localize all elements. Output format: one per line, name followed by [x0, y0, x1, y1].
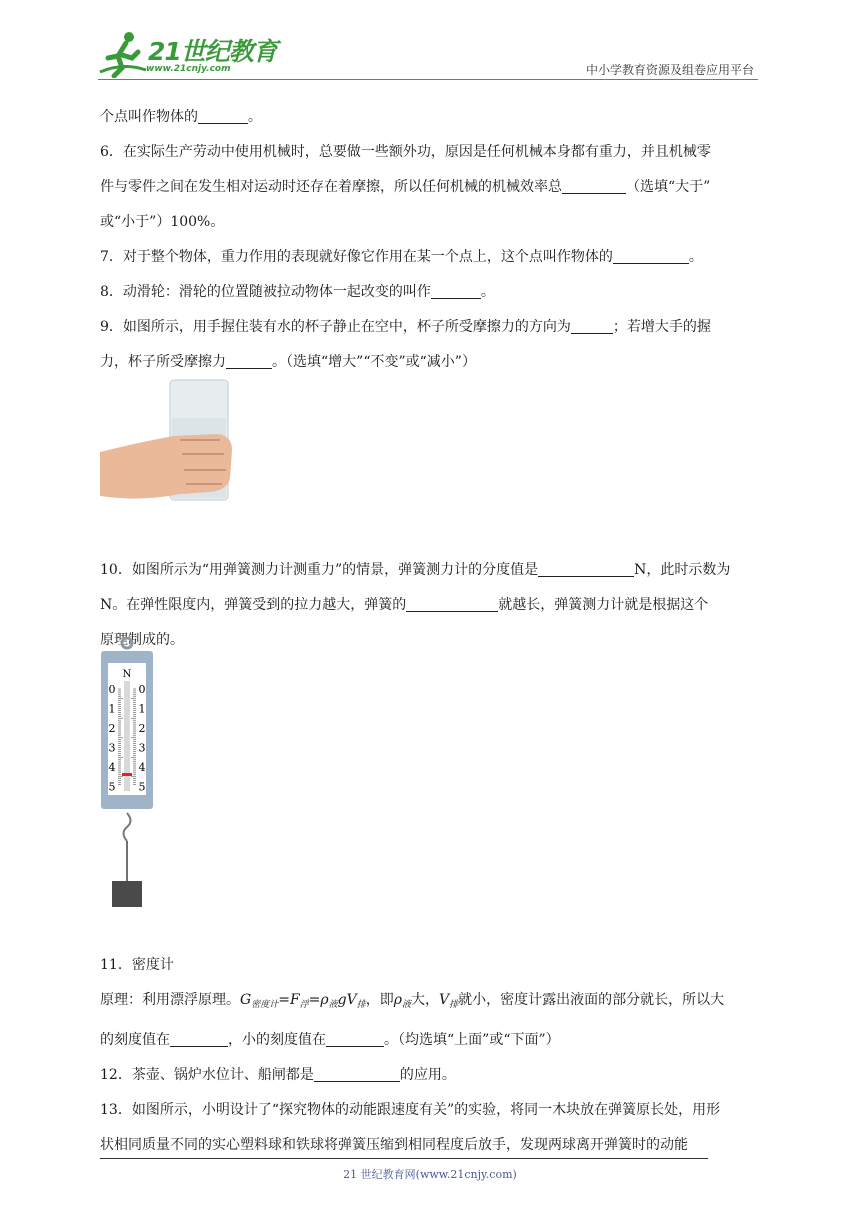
- site-logo: [98, 28, 277, 80]
- runner-logo-icon: [98, 28, 148, 78]
- scale-tick-label: 3: [108, 741, 116, 755]
- question-10: 10．如图所示为“用弹簧测力计测重力”的情景，弹簧测力计的分度值是 N，此时示数为: [100, 562, 731, 578]
- scale-tick-label: 4: [108, 761, 116, 774]
- scale-tick-label: 3: [138, 741, 146, 755]
- scale-tick-label: 0: [108, 683, 116, 696]
- question-5-tail: 个点叫作物体的 。: [100, 109, 262, 125]
- answer-blank[interactable]: [326, 1030, 384, 1047]
- answer-blank[interactable]: [538, 560, 634, 577]
- answer-blank[interactable]: [571, 317, 613, 334]
- answer-blank[interactable]: [314, 1065, 400, 1082]
- image-spacer: [100, 658, 764, 948]
- page-header: [98, 28, 758, 82]
- scale-tick-label: 1: [108, 702, 116, 716]
- scale-tick-label: 2: [138, 722, 146, 735]
- answer-blank[interactable]: [613, 247, 689, 264]
- answer-blank[interactable]: [562, 177, 626, 194]
- question-8: 8．动滑轮：滑轮的位置随被拉动物体一起改变的叫作 。: [100, 284, 495, 300]
- question-12: 12．茶壶、锅炉水位计、船闸都是 的应用。: [100, 1067, 456, 1083]
- answer-blank[interactable]: [170, 1030, 228, 1047]
- spring-scale-image: [100, 637, 160, 909]
- answer-blank[interactable]: [406, 595, 498, 612]
- logo-url: www.21cnjy.com: [146, 64, 231, 74]
- question-11-title: 11．密度计: [100, 957, 174, 973]
- scale-tick-label: 4: [138, 761, 146, 774]
- question-6: 6．在实际生产劳动中使用机械时，总要做一些额外功，原因是任何机械本身都有重力，并且机械零: [100, 144, 711, 160]
- scale-tick-label: 2: [108, 722, 116, 735]
- header-divider: [98, 79, 758, 80]
- answer-blank[interactable]: [226, 352, 272, 369]
- document-body: 个点叫作物体的 。 6．在实际生产劳动中使用机械时，总要做一些额外功，原因是任何机械本身都有重力，并且机械零 件与零件之间在发生相对运动时还存在着摩擦，所以任何机械的机械效率总 （选填“大于” 或“小于”）100%。 7．对于整个物体，重力作用的表现就好像它作用在某一个点上，这个点叫作物体的 。 8．动滑轮：滑轮的位置随被拉动物体一起改变的叫作 。 9．如图所示，用手握住装有水的杯子静止在空中，杯子所受摩擦力的方向为 ；若增大手的握 力，杯子所受摩擦力 。（选填“增大”“不变”或“减小”） 10．如图所示为“用弹簧测力计测重力”的情景，弹簧测力计的分度值是 N，此时示数为 N。在弹性限度内，弹簧受到的拉力越大，弹簧的 就越长，弹簧测力计就是根据这个 原理制成的。 11．密度计 原理：利用漂浮原理。$G_{密度计}=F_浮=\rho_液gV_排$，即$\rho_液$大，$V_排$就小，密度计露出液面的部分就长，所以大 的刻度值在 ，小的刻度值在 。（均选填“上面”或“下面”） 12．茶壶、锅炉水位计、船闸都是 的应用。 13．如图所示，小明设计了“探究物体的动能跟速度有关”的实验，将同一木块放在弹簧原长处，用形 状相同质量不同的实心塑料球和铁球将弹簧压缩到相同程度后放手，发现两球离开弹簧时的动能: [100, 100, 764, 1163]
- scale-tick-label: 5: [138, 780, 146, 794]
- question-9: 9．如图所示，用手握住装有水的杯子静止在空中，杯子所受摩擦力的方向为 ；若增大手的握: [100, 319, 711, 335]
- question-13: 13．如图所示，小明设计了“探究物体的动能跟速度有关”的实验，将同一木块放在弹簧原长处，用形: [100, 1102, 721, 1118]
- logo-text: 21世纪教育: [148, 37, 277, 66]
- question-7: 7．对于整个物体，重力作用的表现就好像它作用在某一个点上，这个点叫作物体的 。: [100, 249, 703, 265]
- answer-blank[interactable]: [198, 107, 248, 124]
- platform-title: 中小学教育资源及组卷应用平台: [585, 63, 754, 77]
- question-11: 原理：利用漂浮原理。$G_{密度计}=F_浮=\rho_液gV_排$，即$\rho_液$大，$V_排$就小，密度计露出液面的部分就长，所以大: [100, 992, 725, 1010]
- scale-unit-label: N: [122, 669, 132, 680]
- scale-tick-label: 1: [138, 702, 146, 716]
- scale-tick-label: 5: [108, 780, 116, 794]
- answer-blank[interactable]: [431, 282, 481, 299]
- scale-tick-label: 0: [138, 683, 146, 696]
- footer-divider: [100, 1158, 708, 1159]
- hand-holding-glass-image: [100, 378, 240, 506]
- page-footer: 21 世纪教育网(www.21cnjy.com): [343, 1168, 517, 1181]
